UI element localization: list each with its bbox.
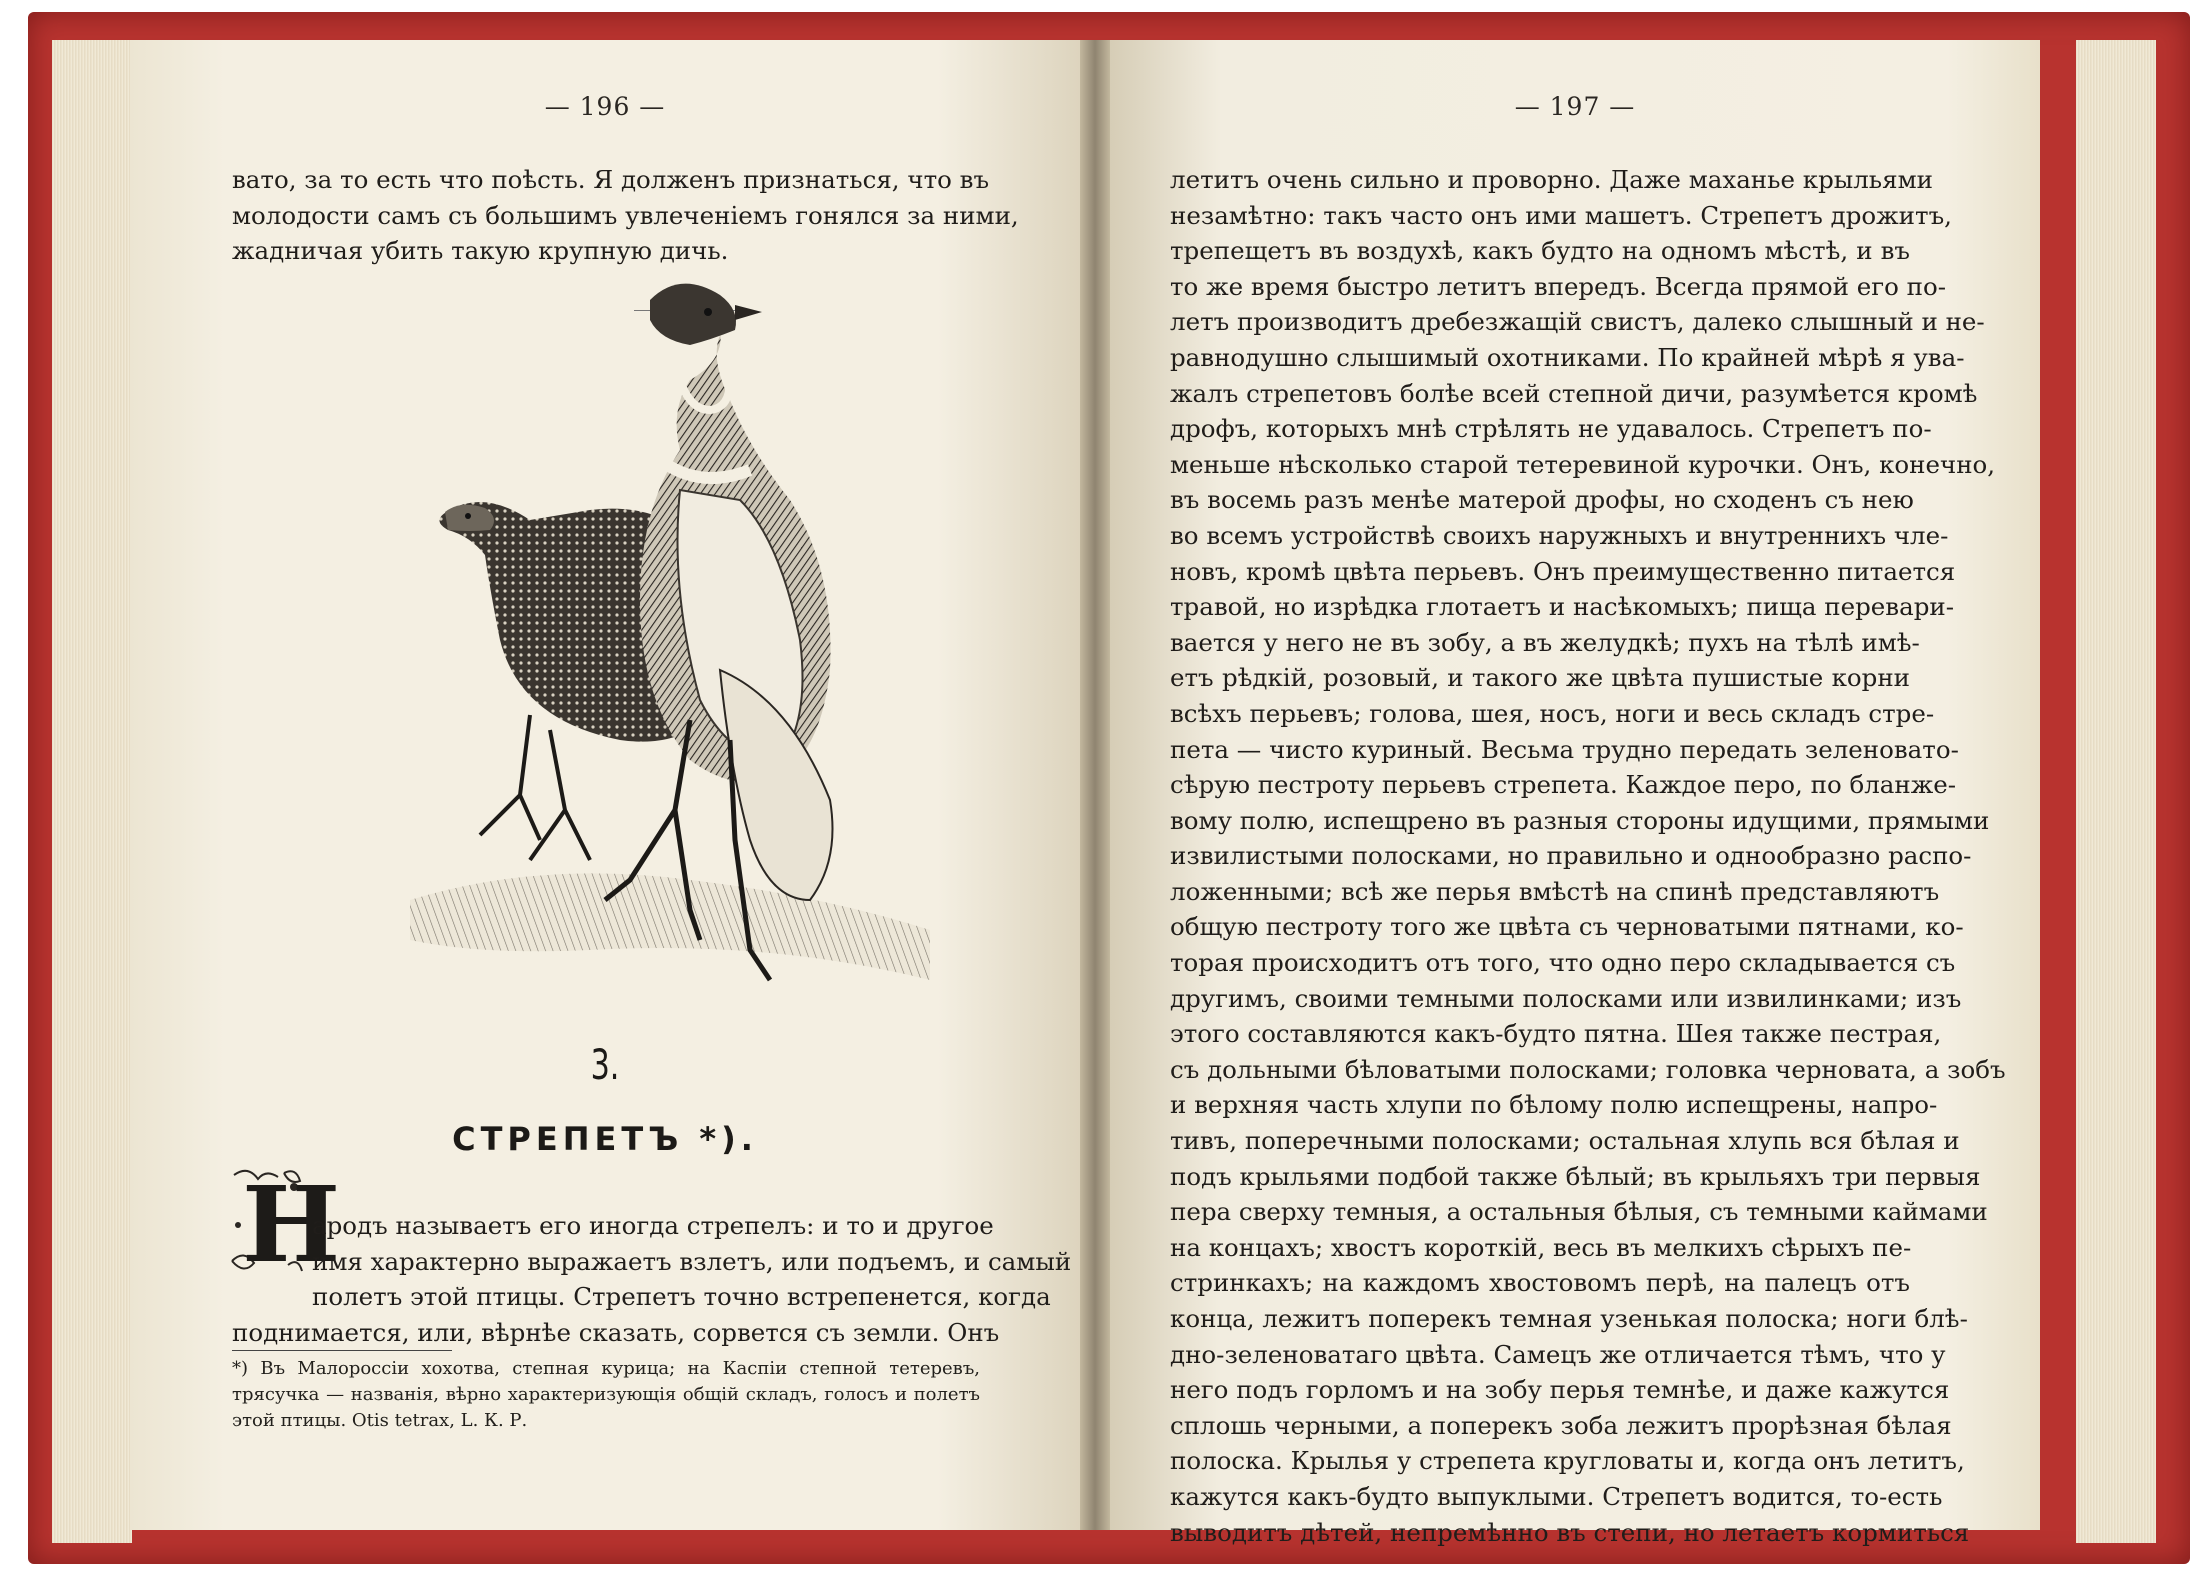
text-line: дно-зеленоватаго цвѣта. Самецъ же отличается тѣмъ, что у [1170, 1339, 1946, 1369]
footnote-line: трясучка — названія, вѣрно характеризующія общій складъ, голосъ и полетъ [232, 1384, 980, 1405]
text-line: жалъ стрепетовъ болѣе всей степной дичи, разумѣется кромѣ [1170, 378, 1978, 408]
page-number-right: — 197 — [1514, 92, 1636, 121]
text-line: полетъ этой птицы. Стрепетъ точно встрепенется, когда [312, 1282, 1051, 1312]
text-line: этого составляются какъ-будто пятна. Шея также пестрая, [1170, 1019, 1942, 1049]
page-edges-right [2076, 40, 2156, 1543]
text-line: подъ крыльями подбой также бѣлый; въ крыльяхъ три первыя [1170, 1161, 1981, 1191]
footnote-line: этой птицы. Otis tetrax, L. К. Р. [232, 1410, 528, 1431]
text-line: равнодушно слышимый охотниками. По крайней мѣрѣ я ува- [1170, 342, 1965, 372]
text-line: кажутся какъ-будто выпуклыми. Стрепетъ водится, то-есть [1170, 1481, 1943, 1511]
left-page [130, 40, 1080, 1530]
section-number: 3. [590, 1040, 620, 1089]
text-line: новъ, кромѣ цвѣта перьевъ. Онъ преимущественно питается [1170, 556, 1956, 586]
text-line: сѣрую пестроту перьевъ стрепета. Каждое перо, по бланже- [1170, 770, 1957, 800]
text-line: вается у него не въ зобу, а въ желудкѣ; пухъ на тѣлѣ имѣ- [1170, 627, 1920, 657]
text-line: имя характерно выражаетъ взлетъ, или подъемъ, и самый [312, 1246, 1072, 1276]
text-line: него подъ горломъ и на зобу перья темнѣе, и даже кажутся [1170, 1375, 1950, 1405]
text-line: извилистыми полосками, но правильно и однообразно распо- [1170, 841, 1972, 871]
text-line: на концахъ; хвостъ короткій, весь въ мелкихъ сѣрыхъ пе- [1170, 1232, 1912, 1262]
text-line: незамѣтно: такъ часто онъ ими машетъ. Стрепетъ дрожитъ, [1170, 200, 1952, 230]
text-line: и верхняя часть хлупи по бѣлому полю испещрены, напро- [1170, 1090, 1938, 1120]
footnote-line: *) Въ Малороссіи хохотва, степная курица; на Каспіи степной тетеревъ, [232, 1358, 980, 1379]
text-line: летитъ очень сильно и проворно. Даже маханье крыльями [1170, 165, 1933, 194]
right-page [1110, 40, 2040, 1547]
text-line: вато, за то есть что поѣсть. Я долженъ признаться, что въ [232, 165, 990, 194]
text-line: трепещетъ въ воздухѣ, какъ будто на одномъ мѣстѣ, и въ [1170, 236, 1910, 266]
text-line: ложенными; всѣ же перья вмѣстѣ на спинѣ представляютъ [1170, 876, 1940, 906]
text-line: летъ производитъ дребезжащій свистъ, далеко слышный и не- [1170, 307, 1985, 337]
text-line: выводитъ дѣтей, непремѣнно въ степи, но летаетъ кормиться [1170, 1517, 1970, 1547]
text-line: травой, но изрѣдка глотаетъ и насѣкомыхъ; пища перевари- [1170, 592, 1954, 622]
footnote-rule [232, 1350, 452, 1351]
bird-illustration [390, 340, 950, 1060]
text-line: молодости самъ съ большимъ увлеченіемъ гонялся за ними, [232, 200, 1019, 230]
page-edges-left [52, 40, 132, 1543]
text-line: въ восемь разъ менѣе матерой дрофы, но сходенъ съ нею [1170, 485, 1914, 515]
intro-paragraph [232, 1208, 1072, 1350]
text-line: другимъ, своими темными полосками или извилинками; изъ [1170, 983, 1962, 1013]
right-body-text [1170, 162, 2006, 1550]
text-line: общую пестроту того же цвѣта съ черноватыми пятнами, ко- [1170, 912, 1964, 942]
text-line: поднимается, или, вѣрнѣе сказать, сорвется съ земли. Онъ [232, 1317, 1000, 1347]
text-line: меньше нѣсколько старой тетеревиной курочки. Онъ, конечно, [1170, 449, 1996, 479]
text-line: торая происходитъ отъ того, что одно перо складывается съ [1170, 948, 1956, 978]
text-line: тивъ, поперечными полосками; остальная хлупь вся бѣлая и [1170, 1126, 1960, 1156]
text-line: полоска. Крылья у стрепета кругловаты и, когда онъ летитъ, [1170, 1446, 1965, 1476]
text-line: пера сверху темныя, а остальныя бѣлыя, съ темными каймами [1170, 1197, 1988, 1227]
text-line: съ дольными бѣловатыми полосками; головка черновата, а зобъ [1170, 1054, 2006, 1084]
footnote [232, 1356, 980, 1434]
text-line: вому полю, испещрено въ разныя стороны идущими, прямыми [1170, 805, 1990, 835]
text-line: всѣхъ перьевъ; голова, шея, носъ, ноги и весь складъ стре- [1170, 698, 1935, 728]
book-gutter [1078, 40, 1112, 1530]
text-line: стринкахъ; на каждомъ хвостовомъ перѣ, на палецъ отъ [1170, 1268, 1910, 1298]
text-line: пета — чисто куриный. Весьма трудно передать зеленовато- [1170, 734, 1959, 764]
text-line: то же время быстро летитъ впередъ. Всегда прямой его по- [1170, 271, 1947, 301]
text-line: ародъ называетъ его иногда стрепелъ: и то и другое [312, 1211, 994, 1240]
text-line: во всемъ устройствѣ своихъ наружныхъ и внутреннихъ чле- [1170, 520, 1949, 550]
text-line: етъ рѣдкій, розовый, и такого же цвѣта пушистые корни [1170, 663, 1910, 693]
text-line: жадничая убить такую крупную дичь. [232, 236, 729, 266]
page-number-left: — 196 — [544, 92, 666, 121]
drop-cap-letter: Н [242, 1163, 341, 1286]
left-top-paragraph [232, 162, 1019, 269]
text-line: конца, лежитъ поперекъ темная узенькая полоска; ноги блѣ- [1170, 1304, 1968, 1333]
little-bustard-engraving-icon [390, 340, 950, 1060]
section-title: СТРЕПЕТЪ *). [452, 1120, 758, 1158]
text-line: сплошь черными, а поперекъ зоба лежитъ прорѣзная бѣлая [1170, 1410, 1952, 1440]
text-line: дрофъ, которыхъ мнѣ стрѣлять не удавалось. Стрепетъ по- [1170, 414, 1932, 444]
